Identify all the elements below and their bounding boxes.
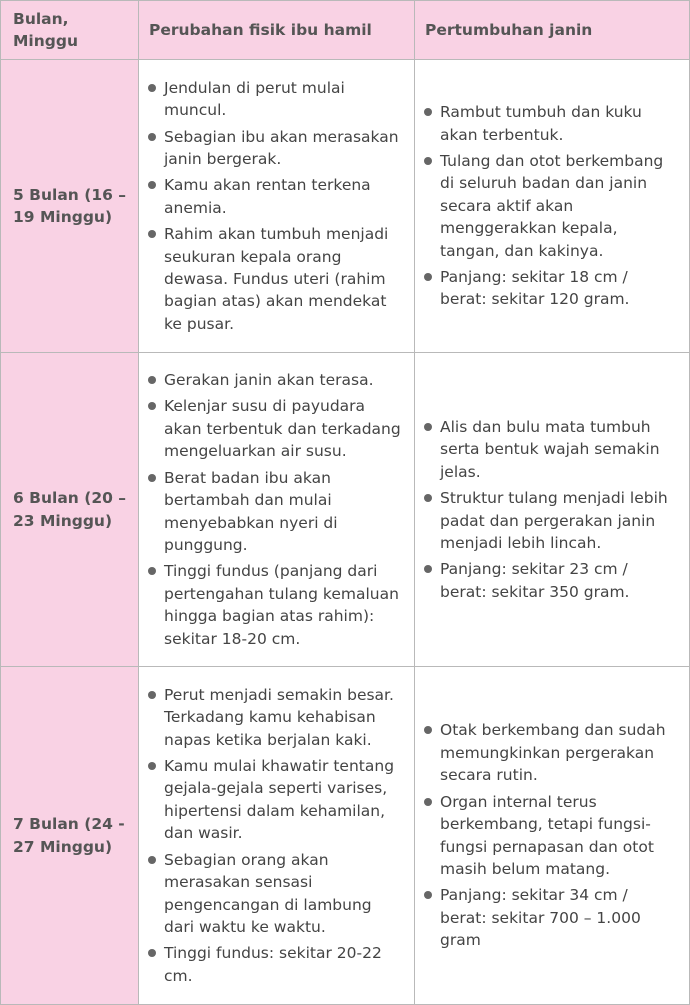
bullet-icon bbox=[148, 762, 156, 770]
list-item bbox=[424, 884, 679, 951]
bullet-icon bbox=[148, 567, 156, 575]
list-item bbox=[148, 126, 404, 171]
header-row bbox=[1, 1, 690, 60]
mother-changes-list bbox=[148, 369, 404, 650]
list-item bbox=[148, 684, 404, 751]
list-item bbox=[148, 849, 404, 939]
list-item bbox=[424, 791, 679, 881]
list-item bbox=[424, 266, 679, 311]
header-mother-changes: Perubahan fisik ibu hamil bbox=[139, 1, 415, 60]
bullet-icon bbox=[148, 402, 156, 410]
list-item bbox=[148, 223, 404, 335]
bullet-icon bbox=[424, 157, 432, 165]
fetus-growth-cell bbox=[415, 60, 690, 353]
bullet-icon bbox=[148, 376, 156, 384]
bullet-icon bbox=[424, 494, 432, 502]
list-item-text: Sebagian ibu akan merasakan janin bergerak. bbox=[164, 127, 399, 168]
mother-changes-cell bbox=[139, 60, 415, 353]
list-item bbox=[424, 487, 679, 554]
month-cell: 6 Bulan (20 – 23 Minggu) bbox=[1, 353, 139, 667]
bullet-icon bbox=[424, 423, 432, 431]
header-fetus-growth: Pertumbuhan janin bbox=[415, 1, 690, 60]
list-item bbox=[424, 719, 679, 786]
month-cell: 5 Bulan (16 – 19 Minggu) bbox=[1, 60, 139, 353]
bullet-icon bbox=[424, 565, 432, 573]
list-item bbox=[424, 101, 679, 146]
list-item bbox=[148, 174, 404, 219]
bullet-icon bbox=[148, 949, 156, 957]
list-item-text: Tulang dan otot berkembang di seluruh badan dan janin secara aktif akan menggerakkan kepala, tangan, dan kakinya. bbox=[440, 151, 664, 260]
list-item-text: Gerakan janin akan terasa. bbox=[164, 371, 374, 390]
list-item bbox=[148, 560, 404, 650]
fetus-growth-list bbox=[424, 719, 679, 951]
mother-changes-list bbox=[148, 77, 404, 335]
list-item bbox=[424, 416, 679, 483]
bullet-icon bbox=[424, 726, 432, 734]
list-item bbox=[424, 150, 679, 262]
list-item-text: Struktur tulang menjadi lebih padat dan pergerakan janin menjadi lebih lincah. bbox=[440, 489, 668, 552]
list-item bbox=[148, 77, 404, 122]
month-cell: 7 Bulan (24 - 27 Minggu) bbox=[1, 667, 139, 1005]
list-item-text: Panjang: sekitar 18 cm / berat: sekitar 120 gram. bbox=[440, 268, 630, 309]
list-item-text: Rambut tumbuh dan kuku akan terbentuk. bbox=[440, 103, 642, 144]
list-item-text: Panjang: sekitar 34 cm / berat: sekitar 700 – 1.000 gram bbox=[440, 886, 641, 950]
fetus-growth-list bbox=[424, 416, 679, 603]
list-item bbox=[148, 467, 404, 557]
table-row bbox=[1, 353, 690, 667]
list-item-text: Organ internal terus berkembang, tetapi fungsi-fungsi pernapasan dan otot masih belum matang. bbox=[440, 792, 654, 878]
mother-changes-cell bbox=[139, 667, 415, 1005]
list-item-text: Alis dan bulu mata tumbuh serta bentuk wajah semakin jelas. bbox=[440, 417, 660, 481]
mother-changes-cell bbox=[139, 353, 415, 667]
list-item-text: Kamu mulai khawatir tentang gejala-gejala seperti varises, hipertensi dalam kehamilan, dan wasir. bbox=[164, 757, 395, 843]
fetus-growth-cell bbox=[415, 667, 690, 1005]
list-item-text: Kelenjar susu di payudara akan terbentuk dan terkadang mengeluarkan air susu. bbox=[164, 397, 401, 461]
fetus-growth-cell bbox=[415, 353, 690, 667]
bullet-icon bbox=[148, 230, 156, 238]
list-item-text: Sebagian orang akan merasakan sensasi pengencangan di lambung dari waktu ke waktu. bbox=[164, 850, 372, 936]
list-item-text: Tinggi fundus (panjang dari pertengahan tulang kemaluan hingga bagian atas rahim): sekitar 18-20 cm. bbox=[164, 562, 399, 648]
mother-changes-list bbox=[148, 684, 404, 987]
list-item-text: Kamu akan rentan terkena anemia. bbox=[164, 176, 371, 217]
bullet-icon bbox=[148, 691, 156, 699]
bullet-icon bbox=[148, 181, 156, 189]
bullet-icon bbox=[148, 133, 156, 141]
list-item-text: Tinggi fundus: sekitar 20-22 cm. bbox=[164, 944, 382, 985]
bullet-icon bbox=[148, 856, 156, 864]
list-item bbox=[148, 369, 404, 391]
list-item-text: Perut menjadi semakin besar. Terkadang kamu kehabisan napas ketika berjalan kaki. bbox=[164, 685, 394, 749]
header-month: Bulan, Minggu bbox=[1, 1, 139, 60]
list-item bbox=[424, 558, 679, 603]
list-item bbox=[148, 755, 404, 845]
bullet-icon bbox=[424, 891, 432, 899]
bullet-icon bbox=[424, 273, 432, 281]
list-item-text: Rahim akan tumbuh menjadi seukuran kepala orang dewasa. Fundus uteri (rahim bagian atas) akan mendekat ke pusar. bbox=[164, 225, 389, 333]
bullet-icon bbox=[424, 798, 432, 806]
bullet-icon bbox=[424, 108, 432, 116]
list-item-text: Otak berkembang dan sudah memungkinkan pergerakan secara rutin. bbox=[440, 721, 666, 785]
bullet-icon bbox=[148, 84, 156, 92]
list-item-text: Panjang: sekitar 23 cm / berat: sekitar 350 gram. bbox=[440, 560, 630, 601]
fetus-growth-list bbox=[424, 101, 679, 311]
table-row bbox=[1, 667, 690, 1005]
list-item bbox=[148, 942, 404, 987]
bullet-icon bbox=[148, 474, 156, 482]
list-item-text: Berat badan ibu akan bertambah dan mulai menyebabkan nyeri di punggung. bbox=[164, 468, 338, 554]
list-item bbox=[148, 395, 404, 462]
table-row bbox=[1, 60, 690, 353]
list-item-text: Jendulan di perut mulai muncul. bbox=[164, 78, 345, 120]
